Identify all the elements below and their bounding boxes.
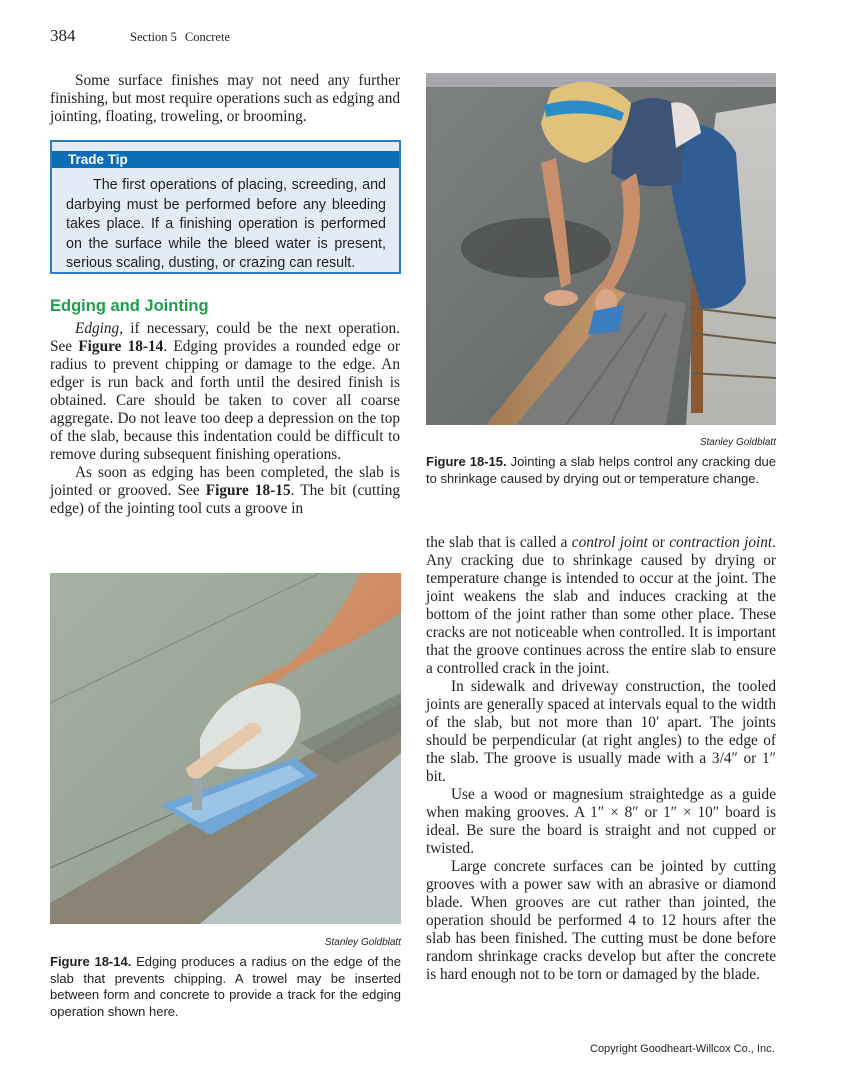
figure-18-14-photo <box>50 573 401 924</box>
edging-tool-photo-icon <box>50 573 401 924</box>
figure-18-15-photo <box>426 73 776 425</box>
intro-paragraph: Some surface finishes may not need any further finishing, but most require operations such as edging and jointing, floating, troweling, or brooming. <box>50 72 400 125</box>
copyright-notice: Copyright Goodheart-Willcox Co., Inc. <box>590 1043 775 1055</box>
figure-18-15-caption <box>426 454 776 487</box>
text-segment: . The bit (cutting edge) of the jointing tool cuts a groove in <box>50 482 400 517</box>
figure-reference-18-14: Figure 18-14 <box>78 338 164 355</box>
right-paragraph-4: Large concrete surfaces can be jointed by cutting grooves with a power saw with an abrasive or diamond blade. When grooves are cut rather than jointed, the operation should be performed 4 to 12 hours after the slab has been finished. The cutting must be done before random shrinkage cracks develop but after the concrete is hard enough not to be torn or damaged by the blade. <box>426 858 776 983</box>
jointing-slab-photo-icon <box>426 73 776 425</box>
trade-tip-box <box>50 140 401 274</box>
right-paragraph-2: In sidewalk and driveway construction, the tooled joints are generally spaced at intervals equal to the width of the slab, but not more than 10′ apart. The joints should be perpendicular (at right angles) to the edge of the slab. The groove is usually made with a 3/4″ or 1″ bit. <box>426 678 776 785</box>
page-number: 384 <box>50 26 76 45</box>
term-contraction-joint: contraction joint <box>669 534 773 551</box>
figure-18-15-caption-text: Jointing a slab helps control any cracking due to shrinkage caused by drying out or temperature change. <box>426 454 777 486</box>
text-segment: As soon as edging has been completed, the slab is jointed or grooved. See <box>50 464 400 499</box>
intro-block <box>50 72 400 126</box>
figure-reference-18-15: Figure 18-15 <box>205 482 291 499</box>
text-segment: . Edging provides a rounded edge or radius to prevent chipping or damage to the edge. An edger is run back and forth until the desired finish is obtained. Care should be taken to cover all coarse aggregate. Do not leave too deep a depression on the top of the slab, because this indentation could be difficult to remove during subsequent finishing operations. <box>50 338 400 463</box>
edging-text-block <box>50 320 400 518</box>
term-control-joint: control joint <box>571 534 648 551</box>
term-edging: Edging <box>75 320 120 337</box>
right-paragraph-1 <box>426 534 776 678</box>
text-segment: the slab that is called a <box>426 534 572 551</box>
figure-18-15-label: Figure 18-15. <box>426 454 507 469</box>
trade-tip-text: The first operations of placing, screeding, and darbying must be performed before any bleeding takes place. If a finishing operation is performed on the surface while the bleed water is present, serious scaling, dusting, or crazing can result. <box>66 177 386 272</box>
edging-paragraph-2 <box>50 464 400 518</box>
text-segment: . Any cracking due to shrinkage caused by drying or temperature change is intended to occur at the joint. The joint weakens the slab and induces cracking at the bottom of the joint rather than some other place. These cracks are not noticeable when controlled. It is important that the groove continues across the entire slab to ensure a controlled crack in the joint. <box>426 534 776 677</box>
edging-paragraph-1 <box>50 320 400 464</box>
trade-tip-top-band <box>52 142 399 151</box>
figure-18-14-credit: Stanley Goldblatt <box>324 937 401 948</box>
trade-tip-title: Trade Tip <box>52 151 399 168</box>
section-heading: Edging and Jointing <box>50 297 209 315</box>
section-number: Section 5 <box>130 30 177 44</box>
text-segment: or <box>647 534 670 551</box>
figure-18-14-caption <box>50 954 401 1020</box>
section-label <box>130 30 230 45</box>
figure-18-15-credit: Stanley Goldblatt <box>699 437 776 448</box>
text-segment: , if necessary, could be the next operation. See <box>50 320 400 355</box>
trade-tip-body <box>52 168 399 274</box>
figure-18-14-caption-text: Edging produces a radius on the edge of the slab that prevents chipping. A trowel may be inserted between form and concrete to provide a track for the edging operation shown here. <box>50 954 402 1019</box>
right-column-text <box>426 534 776 984</box>
chapter-title: Concrete <box>184 30 230 44</box>
figure-18-14-label: Figure 18-14. <box>50 954 132 969</box>
right-paragraph-3: Use a wood or magnesium straightedge as a guide when making grooves. A 1″ × 8″ or 1″ × 10″ board is ideal. Be sure the board is straight and not cupped or twisted. <box>426 786 776 857</box>
